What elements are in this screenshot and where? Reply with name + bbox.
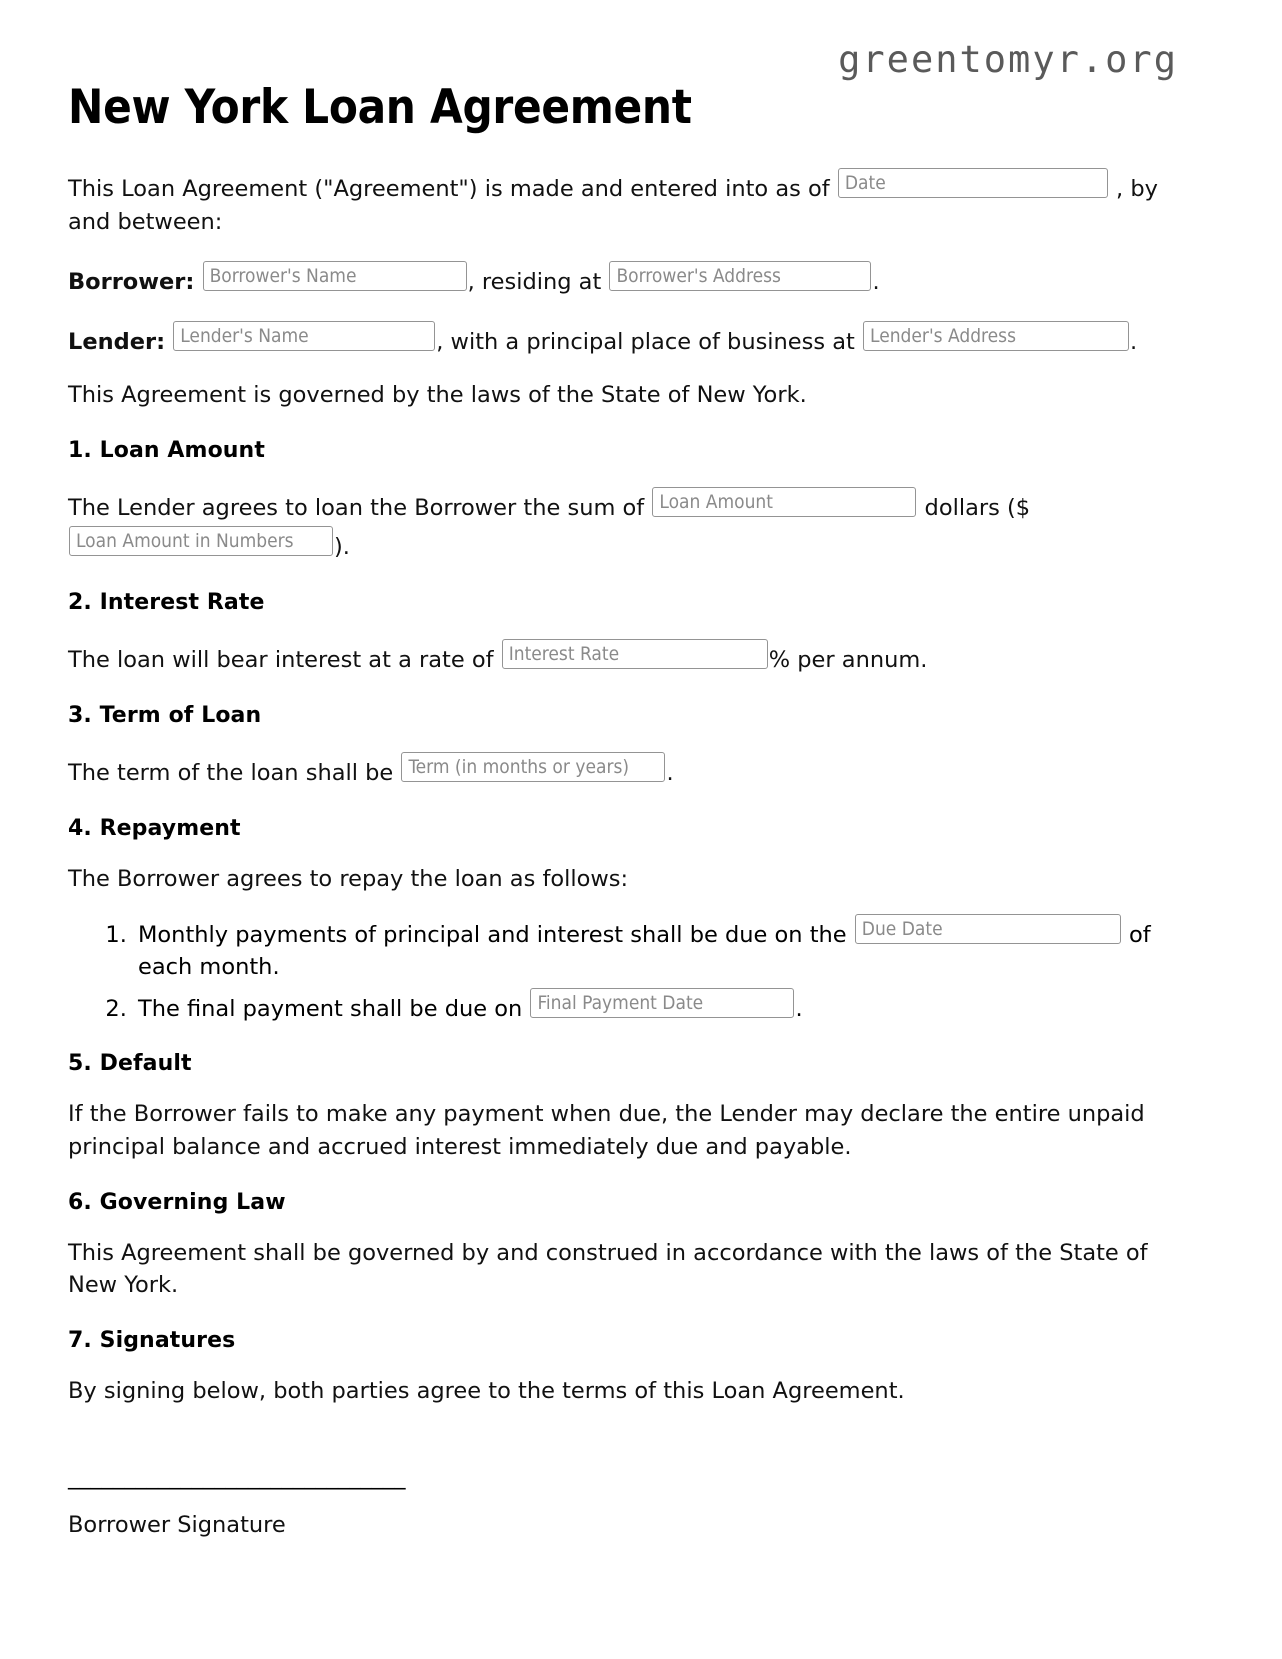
loan-amount-numbers-input[interactable]: Loan Amount in Numbers [69, 526, 333, 556]
section-heading-governing-law: 6. Governing Law [68, 1189, 286, 1215]
repayment-item2-text-before: The final payment shall be due on [138, 995, 523, 1022]
repayment-item1-text-before: Monthly payments of principal and interest shall be due on the [138, 921, 847, 948]
loan-amount-text-mid: dollars ($ [924, 494, 1031, 521]
section-heading-default: 5. Default [68, 1050, 192, 1076]
interest-rate-paragraph [68, 637, 1174, 677]
lender-paragraph [68, 319, 1174, 359]
signatures-paragraph: By signing below, both parties agree to the terms of this Loan Agreement. [68, 1378, 905, 1405]
lender-address-input[interactable]: Lender's Address [863, 321, 1129, 351]
section-heading-repayment: 4. Repayment [68, 815, 241, 841]
repayment-list [68, 912, 1174, 1025]
borrower-signature-label: Borrower Signature [68, 1512, 286, 1539]
page-title: New York Loan Agreement [68, 80, 692, 135]
interest-rate-text-after: % per annum. [768, 647, 928, 674]
loan-amount-paragraph [68, 485, 1174, 565]
borrower-name-input[interactable]: Borrower's Name [203, 261, 467, 291]
borrower-signature-line[interactable]: ______________________________ [68, 1464, 406, 1491]
borrower-end-text: . [872, 269, 880, 296]
loan-amount-text-after: ). [334, 534, 350, 561]
lender-mid-text: , with a principal place of business at [436, 328, 855, 355]
site-watermark: greentomyr.org [838, 38, 1178, 81]
repayment-item1-text-after: of each month. [138, 921, 1151, 981]
borrower-paragraph [68, 259, 1174, 299]
intro-paragraph [68, 166, 1174, 239]
intro-text-after-date: , by and between: [68, 176, 1158, 236]
lender-name-input[interactable]: Lender's Name [173, 321, 435, 351]
lender-end-text: . [1130, 328, 1138, 355]
term-input[interactable]: Term (in months or years) [401, 752, 665, 782]
section-heading-loan-amount: 1. Loan Amount [68, 437, 265, 463]
loan-amount-input[interactable]: Loan Amount [652, 487, 916, 517]
default-paragraph: If the Borrower fails to make any payment when due, the Lender may declare the entire unpaid principal balance and accrued interest immediately due and payable. [68, 1100, 1145, 1160]
list-item [134, 912, 1174, 984]
section-heading-signatures: 7. Signatures [68, 1328, 236, 1354]
document-body [68, 132, 1174, 1538]
term-text-before: The term of the loan shall be [68, 760, 394, 787]
repayment-intro: The Borrower agrees to repay the loan as follows: [68, 865, 629, 892]
governing-law-paragraph: This Agreement shall be governed by and construed in accordance with the laws of the State of New York. [68, 1239, 1148, 1299]
term-paragraph [68, 750, 1174, 790]
term-text-after: . [666, 760, 674, 787]
due-date-input[interactable]: Due Date [855, 914, 1121, 944]
interest-rate-input[interactable]: Interest Rate [502, 639, 768, 669]
repayment-item2-text-after: . [795, 995, 803, 1022]
borrower-mid-text: , residing at [467, 269, 602, 296]
loan-amount-text-before: The Lender agrees to loan the Borrower the sum of [68, 494, 645, 521]
borrower-label: Borrower: [68, 269, 195, 296]
intro-text-before-date: This Loan Agreement ("Agreement") is made and entered into as of [68, 176, 830, 203]
section-heading-interest-rate: 2. Interest Rate [68, 590, 265, 616]
governing-intro-paragraph: This Agreement is governed by the laws of the State of New York. [68, 381, 807, 408]
borrower-address-input[interactable]: Borrower's Address [609, 261, 871, 291]
interest-rate-text-before: The loan will bear interest at a rate of [68, 647, 494, 674]
section-heading-term: 3. Term of Loan [68, 703, 262, 729]
lender-label: Lender: [68, 328, 166, 355]
date-input[interactable]: Date [838, 168, 1108, 198]
final-payment-date-input[interactable]: Final Payment Date [530, 988, 794, 1018]
list-item [134, 986, 1174, 1025]
